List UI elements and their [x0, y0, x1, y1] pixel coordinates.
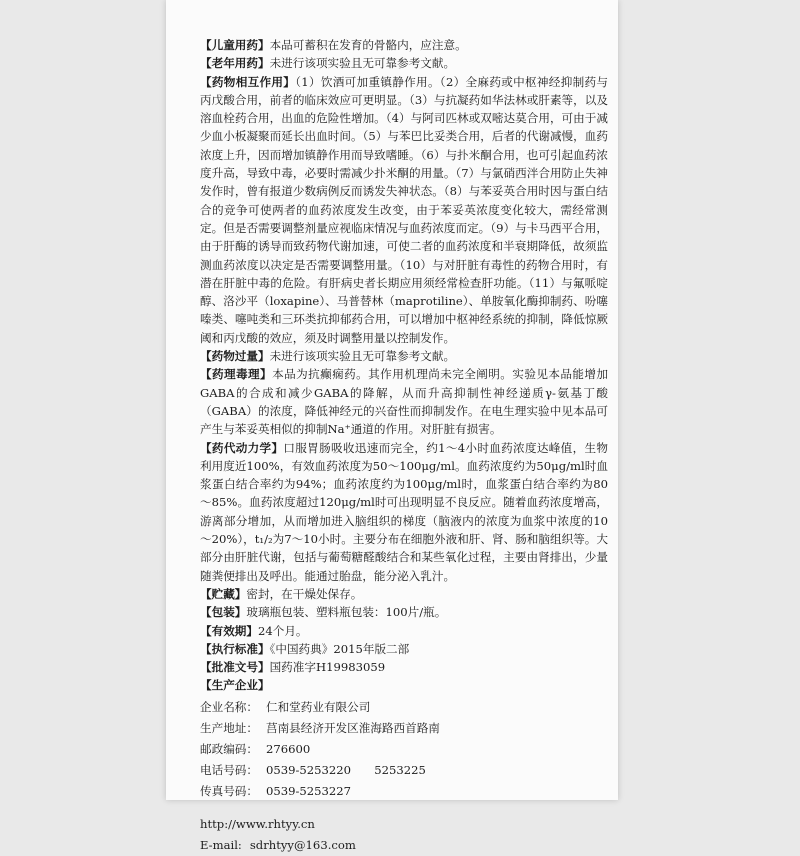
section-approval-number: [200, 658, 608, 676]
section-text: 口服胃肠吸收迅速而完全，约1～4小时血药浓度达峰值，生物利用度近100%，有效血药浓度为50～100μg/ml。血药浓度约为50μg/ml时血浆蛋白结合率约为94%；血药浓度约为100μg/ml时，血浆蛋白结合率约为80～85%。血药浓度超过120μg/ml时可出现明显不良反应。随着血药浓度增高，游离部分增加，从而增加进入脑组织的梯度（脑液内的浓度为血浆中浓度的10～20%），t₁/₂为7～10小时。主要分布在细胞外液和肝、肾、肠和脑组织等。大部分由肝脏代谢，包括与葡萄糖醛酸结合和某些氧化过程，主要由肾排出，少量随粪便排出及呼出。能通过胎盘，能分泌入乳汁。: [200, 440, 608, 583]
section-shelf-life: [200, 622, 608, 640]
section-heading: 【儿童用药】: [200, 38, 270, 52]
section-text: 24个月。: [257, 623, 308, 638]
fax: 0539-5253227: [265, 783, 352, 798]
company-name: 仁和堂药业有限公司: [265, 699, 371, 714]
section-heading: 【贮藏】: [200, 586, 247, 601]
phone: 0539-5253220 5253225: [265, 762, 426, 777]
section-text: 密封，在干燥处保存。: [246, 586, 363, 601]
section-heading: 【有效期】: [200, 623, 258, 638]
company-address: 莒南县经济开发区淮海路西首路南: [265, 720, 440, 735]
section-heading: 【药物相互作用】: [200, 74, 296, 89]
section-standard: [200, 640, 608, 658]
phone-row: [200, 760, 608, 781]
company-name-row: [200, 697, 608, 718]
fax-label: 传真号码：: [200, 783, 258, 798]
phone-label: 电话号码：: [200, 762, 258, 777]
section-text: （1）饮酒可加重镇静作用。（2）全麻药或中枢神经抑制药与丙戊酸合用，前者的临床效应可更明显。（3）与抗凝药如华法林或肝素等，以及溶血栓药合用，出血的危险性增加。（4）与阿司匹林或双嘧达莫合用，可由于减少血小板凝聚而延长出血时间。（5）与苯巴比妥类合用，后者的代谢减慢，血药浓度上升，因而增加镇静作用而导致嗜睡。（6）与扑米酮合用，也可引起血药浓度升高，导致中毒，必要时需减少扑米酮的用量。（7）与氯硝西泮合用防止失神发作时，曾有报道少数病例反而诱发失神状态。（8）与苯妥英合用时因与蛋白结合的竞争可使两者的血药浓度发生改变，由于苯妥英浓度变化较大，需经常测定。但是否需要调整剂量应视临床情况与血药浓度而定。（9）与卡马西平合用，由于肝酶的诱导而致药物代谢加速，可使二者的血药浓度和半衰期降低，故须监测血药浓度以决定是否需要调整用量。（10）与对肝脏有毒性的药物合用时，有潜在肝脏中毒的危险。有肝病史者长期应用须经常检查肝功能。（11）与氟哌啶醇、洛沙平（loxapine）、马普替林（maprotiline）、单胺氧化酶抑制药、吩噻嗪类、噻吨类和三环类抗抑郁药合用，可以增加中枢神经系统的抑制，降低惊厥阈和丙戊酸的效应，须及时调整用量以控制发作。: [200, 74, 608, 345]
company-address-label: 生产地址：: [200, 720, 258, 735]
email-label: E-mail:: [200, 837, 242, 852]
section-overdose: [200, 347, 608, 365]
section-text: 本品为抗癫痫药。其作用机理尚未完全阐明。实验见本品能增加GABA的合成和减少GABA的降解，从而升高抑制性神经递质γ-氨基丁酸（GABA）的浓度，降低神经元的兴奋性而抑制发作。在电生理实验中见本品可产生与苯妥英相似的抑制Na⁺通道的作用。对肝脏有损害。: [200, 367, 608, 437]
section-drug-interactions: [200, 73, 608, 347]
section-geriatric-use: [200, 54, 608, 72]
section-text: 《中国药典》2015年版二部: [269, 641, 410, 656]
website: //www.rhtyy.cn: [228, 816, 315, 831]
section-heading: 【老年用药】: [200, 56, 270, 71]
section-text: 未进行该项实验且无可靠参考文献。: [269, 349, 456, 364]
postcode-label: 邮政编码：: [200, 741, 258, 756]
section-packaging: [200, 603, 608, 621]
section-storage: [200, 585, 608, 603]
section-heading: 【执行标准】: [200, 641, 270, 656]
website-row: [200, 814, 608, 835]
section-heading: 【批准文号】: [200, 660, 270, 675]
section-pharmacology-toxicology: [200, 365, 608, 438]
website-label: http:: [200, 816, 229, 831]
section-pediatric-use: [200, 36, 608, 54]
section-heading: 【包装】: [200, 605, 247, 620]
section-heading: 【药代动力学】: [200, 440, 284, 455]
email: sdrhtyy@163.com: [249, 837, 356, 852]
section-heading: 【药理毒理】: [200, 367, 273, 382]
section-pharmacokinetics: [200, 439, 608, 585]
section-text: 未进行该项实验且无可靠参考文献。: [269, 56, 456, 71]
leaflet-content: [200, 36, 608, 856]
fax-row: [200, 781, 608, 802]
section-manufacturer: [200, 676, 608, 694]
postcode-row: [200, 739, 608, 760]
section-text: 本品可蓄积在发育的骨骼内，应注意。: [269, 38, 467, 52]
company-name-label: 企业名称：: [200, 699, 258, 714]
email-row: [200, 835, 608, 856]
section-text: 玻璃瓶包装、塑料瓶包装：100片/瓶。: [246, 605, 447, 620]
section-text: 国药准字H19983059: [269, 660, 386, 675]
postcode: 276600: [265, 741, 311, 756]
manufacturer-info: [200, 697, 608, 856]
company-address-row: [200, 718, 608, 739]
section-heading: 【药物过量】: [200, 349, 270, 364]
section-heading: 【生产企业】: [200, 678, 270, 693]
